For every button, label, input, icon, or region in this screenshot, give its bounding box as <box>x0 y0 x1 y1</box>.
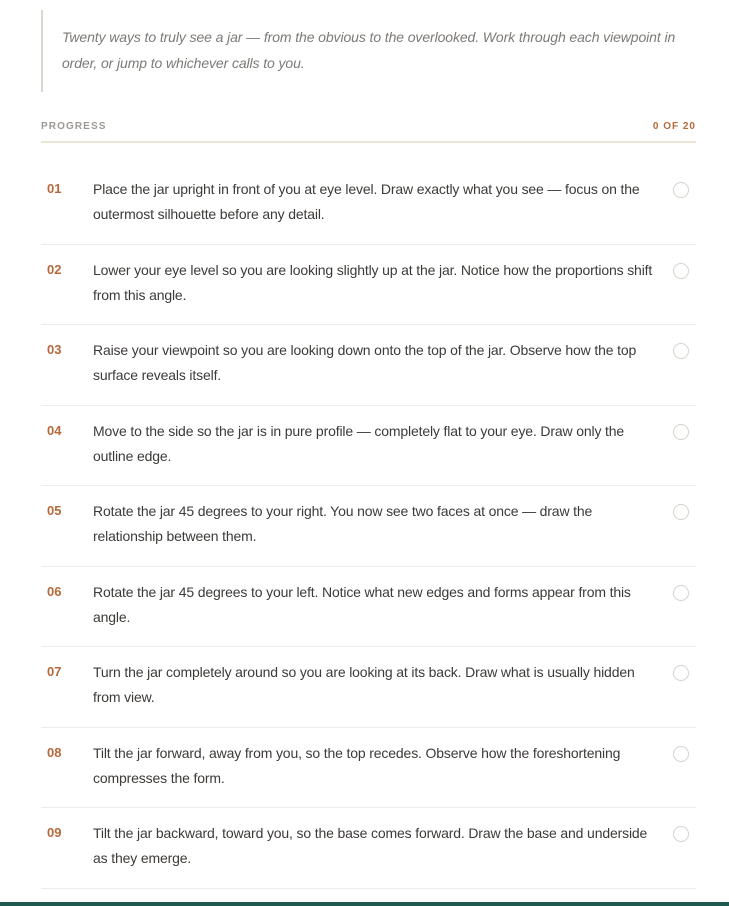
step-text: Turn the jar completely around so you are looking at its back. Draw what is usually hidden from view. <box>93 664 635 705</box>
step-text: Tilt the jar backward, toward you, so the base comes forward. Draw the base and underside as they emerge. <box>93 825 648 866</box>
step-checkbox[interactable] <box>673 826 689 842</box>
step-text: Rotate the jar 45 degrees to your left. Notice what new edges and forms appear from this angle. <box>93 583 631 625</box>
step-item[interactable] <box>41 406 696 487</box>
step-number: 05 <box>47 503 62 518</box>
step-number: 01 <box>47 181 62 196</box>
step-number: 08 <box>47 744 62 760</box>
step-item[interactable] <box>41 164 696 245</box>
step-item[interactable] <box>41 245 696 326</box>
step-text: Rotate the jar 45 degrees to your right. You now see two faces at once — draw the relationship between them. <box>93 503 593 544</box>
step-checkbox[interactable] <box>673 182 689 198</box>
step-item[interactable] <box>41 325 696 406</box>
step-item[interactable] <box>41 647 696 728</box>
step-checkbox[interactable] <box>673 424 689 440</box>
step-text: Move to the side so the jar is in pure profile — completely flat to your eye. Draw only the outline edge. <box>93 422 625 464</box>
intro-text: Twenty ways to truly see a jar — from the obvious to the overlooked. Work through each viewpoint in order, or jump to whichever calls to you. <box>62 29 676 71</box>
step-checkbox[interactable] <box>673 585 689 601</box>
step-text: Place the jar upright in front of you at eye level. Draw exactly what you see — focus on the outermost silhouette before any detail. <box>93 181 640 222</box>
progress-label: PROGRESS <box>41 121 107 132</box>
step-item[interactable] <box>41 486 696 567</box>
step-item[interactable] <box>41 808 696 889</box>
progress-header <box>41 118 696 143</box>
step-checkbox[interactable] <box>673 665 689 681</box>
step-number: 09 <box>47 825 62 840</box>
step-item[interactable] <box>41 728 696 809</box>
step-text: Lower your eye level so you are looking slightly up at the jar. Notice how the proportions shift from this angle. <box>93 261 653 303</box>
step-text: Tilt the jar forward, away from you, so the top recedes. Observe how the foreshortening compresses the form. <box>93 744 621 786</box>
step-checkbox[interactable] <box>673 746 689 762</box>
step-item[interactable] <box>41 567 696 648</box>
step-list <box>41 164 696 889</box>
step-number: 06 <box>47 583 62 599</box>
intro-quote <box>41 10 696 92</box>
step-checkbox[interactable] <box>673 343 689 359</box>
step-checkbox[interactable] <box>673 504 689 520</box>
step-number: 02 <box>47 261 62 277</box>
step-checkbox[interactable] <box>673 263 689 279</box>
step-number: 03 <box>47 342 62 357</box>
step-number: 07 <box>47 664 62 679</box>
step-text: Raise your viewpoint so you are looking down onto the top of the jar. Observe how the top surface reveals itself. <box>93 342 637 383</box>
bottom-accent-bar <box>0 902 729 906</box>
progress-count: 0 OF 20 <box>652 121 696 132</box>
step-number: 04 <box>47 422 62 438</box>
